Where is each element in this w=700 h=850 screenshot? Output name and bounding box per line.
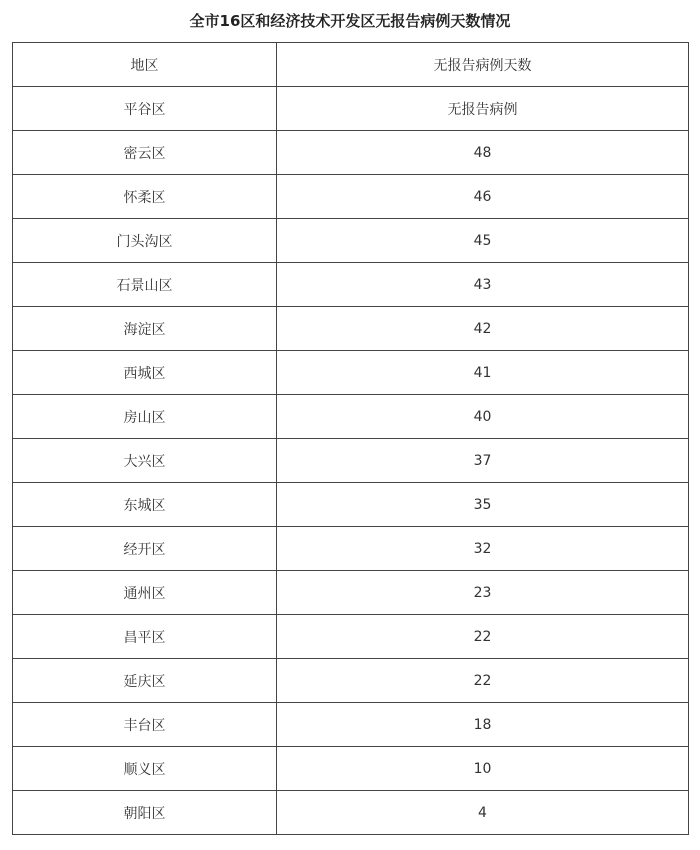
table-row [13, 615, 689, 659]
cell-region: 经开区 [13, 527, 277, 571]
cell-region: 密云区 [13, 131, 277, 175]
cell-region: 西城区 [13, 351, 277, 395]
cell-days: 10 [277, 747, 689, 791]
cell-days: 46 [277, 175, 689, 219]
cell-region: 平谷区 [13, 87, 277, 131]
table-row [13, 131, 689, 175]
cell-region: 昌平区 [13, 615, 277, 659]
cell-days: 35 [277, 483, 689, 527]
cell-days: 22 [277, 615, 689, 659]
header-days: 无报告病例天数 [277, 43, 689, 87]
cell-region: 石景山区 [13, 263, 277, 307]
cell-region: 房山区 [13, 395, 277, 439]
table-row [13, 351, 689, 395]
table-row [13, 791, 689, 835]
cell-days: 48 [277, 131, 689, 175]
cell-region: 延庆区 [13, 659, 277, 703]
table-body [13, 43, 689, 835]
table-row [13, 263, 689, 307]
cell-region: 大兴区 [13, 439, 277, 483]
table-row [13, 219, 689, 263]
page-title: 全市16区和经济技术开发区无报告病例天数情况 [189, 12, 511, 30]
table-row [13, 395, 689, 439]
cell-region: 门头沟区 [13, 219, 277, 263]
cell-region: 海淀区 [13, 307, 277, 351]
cell-days: 45 [277, 219, 689, 263]
table-row [13, 527, 689, 571]
cell-days: 41 [277, 351, 689, 395]
table-row [13, 747, 689, 791]
cell-region: 顺义区 [13, 747, 277, 791]
table-row [13, 175, 689, 219]
cell-days: 4 [277, 791, 689, 835]
table-row [13, 439, 689, 483]
table-row [13, 571, 689, 615]
header-region: 地区 [13, 43, 277, 87]
cell-days: 37 [277, 439, 689, 483]
table-row [13, 483, 689, 527]
cell-region: 怀柔区 [13, 175, 277, 219]
cell-region: 通州区 [13, 571, 277, 615]
region-days-table [12, 42, 689, 835]
table-row [13, 307, 689, 351]
cell-days: 42 [277, 307, 689, 351]
cell-region: 东城区 [13, 483, 277, 527]
table-row [13, 703, 689, 747]
cell-region: 丰台区 [13, 703, 277, 747]
cell-days: 23 [277, 571, 689, 615]
cell-region: 朝阳区 [13, 791, 277, 835]
cell-days: 43 [277, 263, 689, 307]
cell-days: 40 [277, 395, 689, 439]
table-row [13, 87, 689, 131]
cell-days: 32 [277, 527, 689, 571]
cell-days: 无报告病例 [277, 87, 689, 131]
cell-days: 22 [277, 659, 689, 703]
cell-days: 18 [277, 703, 689, 747]
table-header-row [13, 43, 689, 87]
table-row [13, 659, 689, 703]
